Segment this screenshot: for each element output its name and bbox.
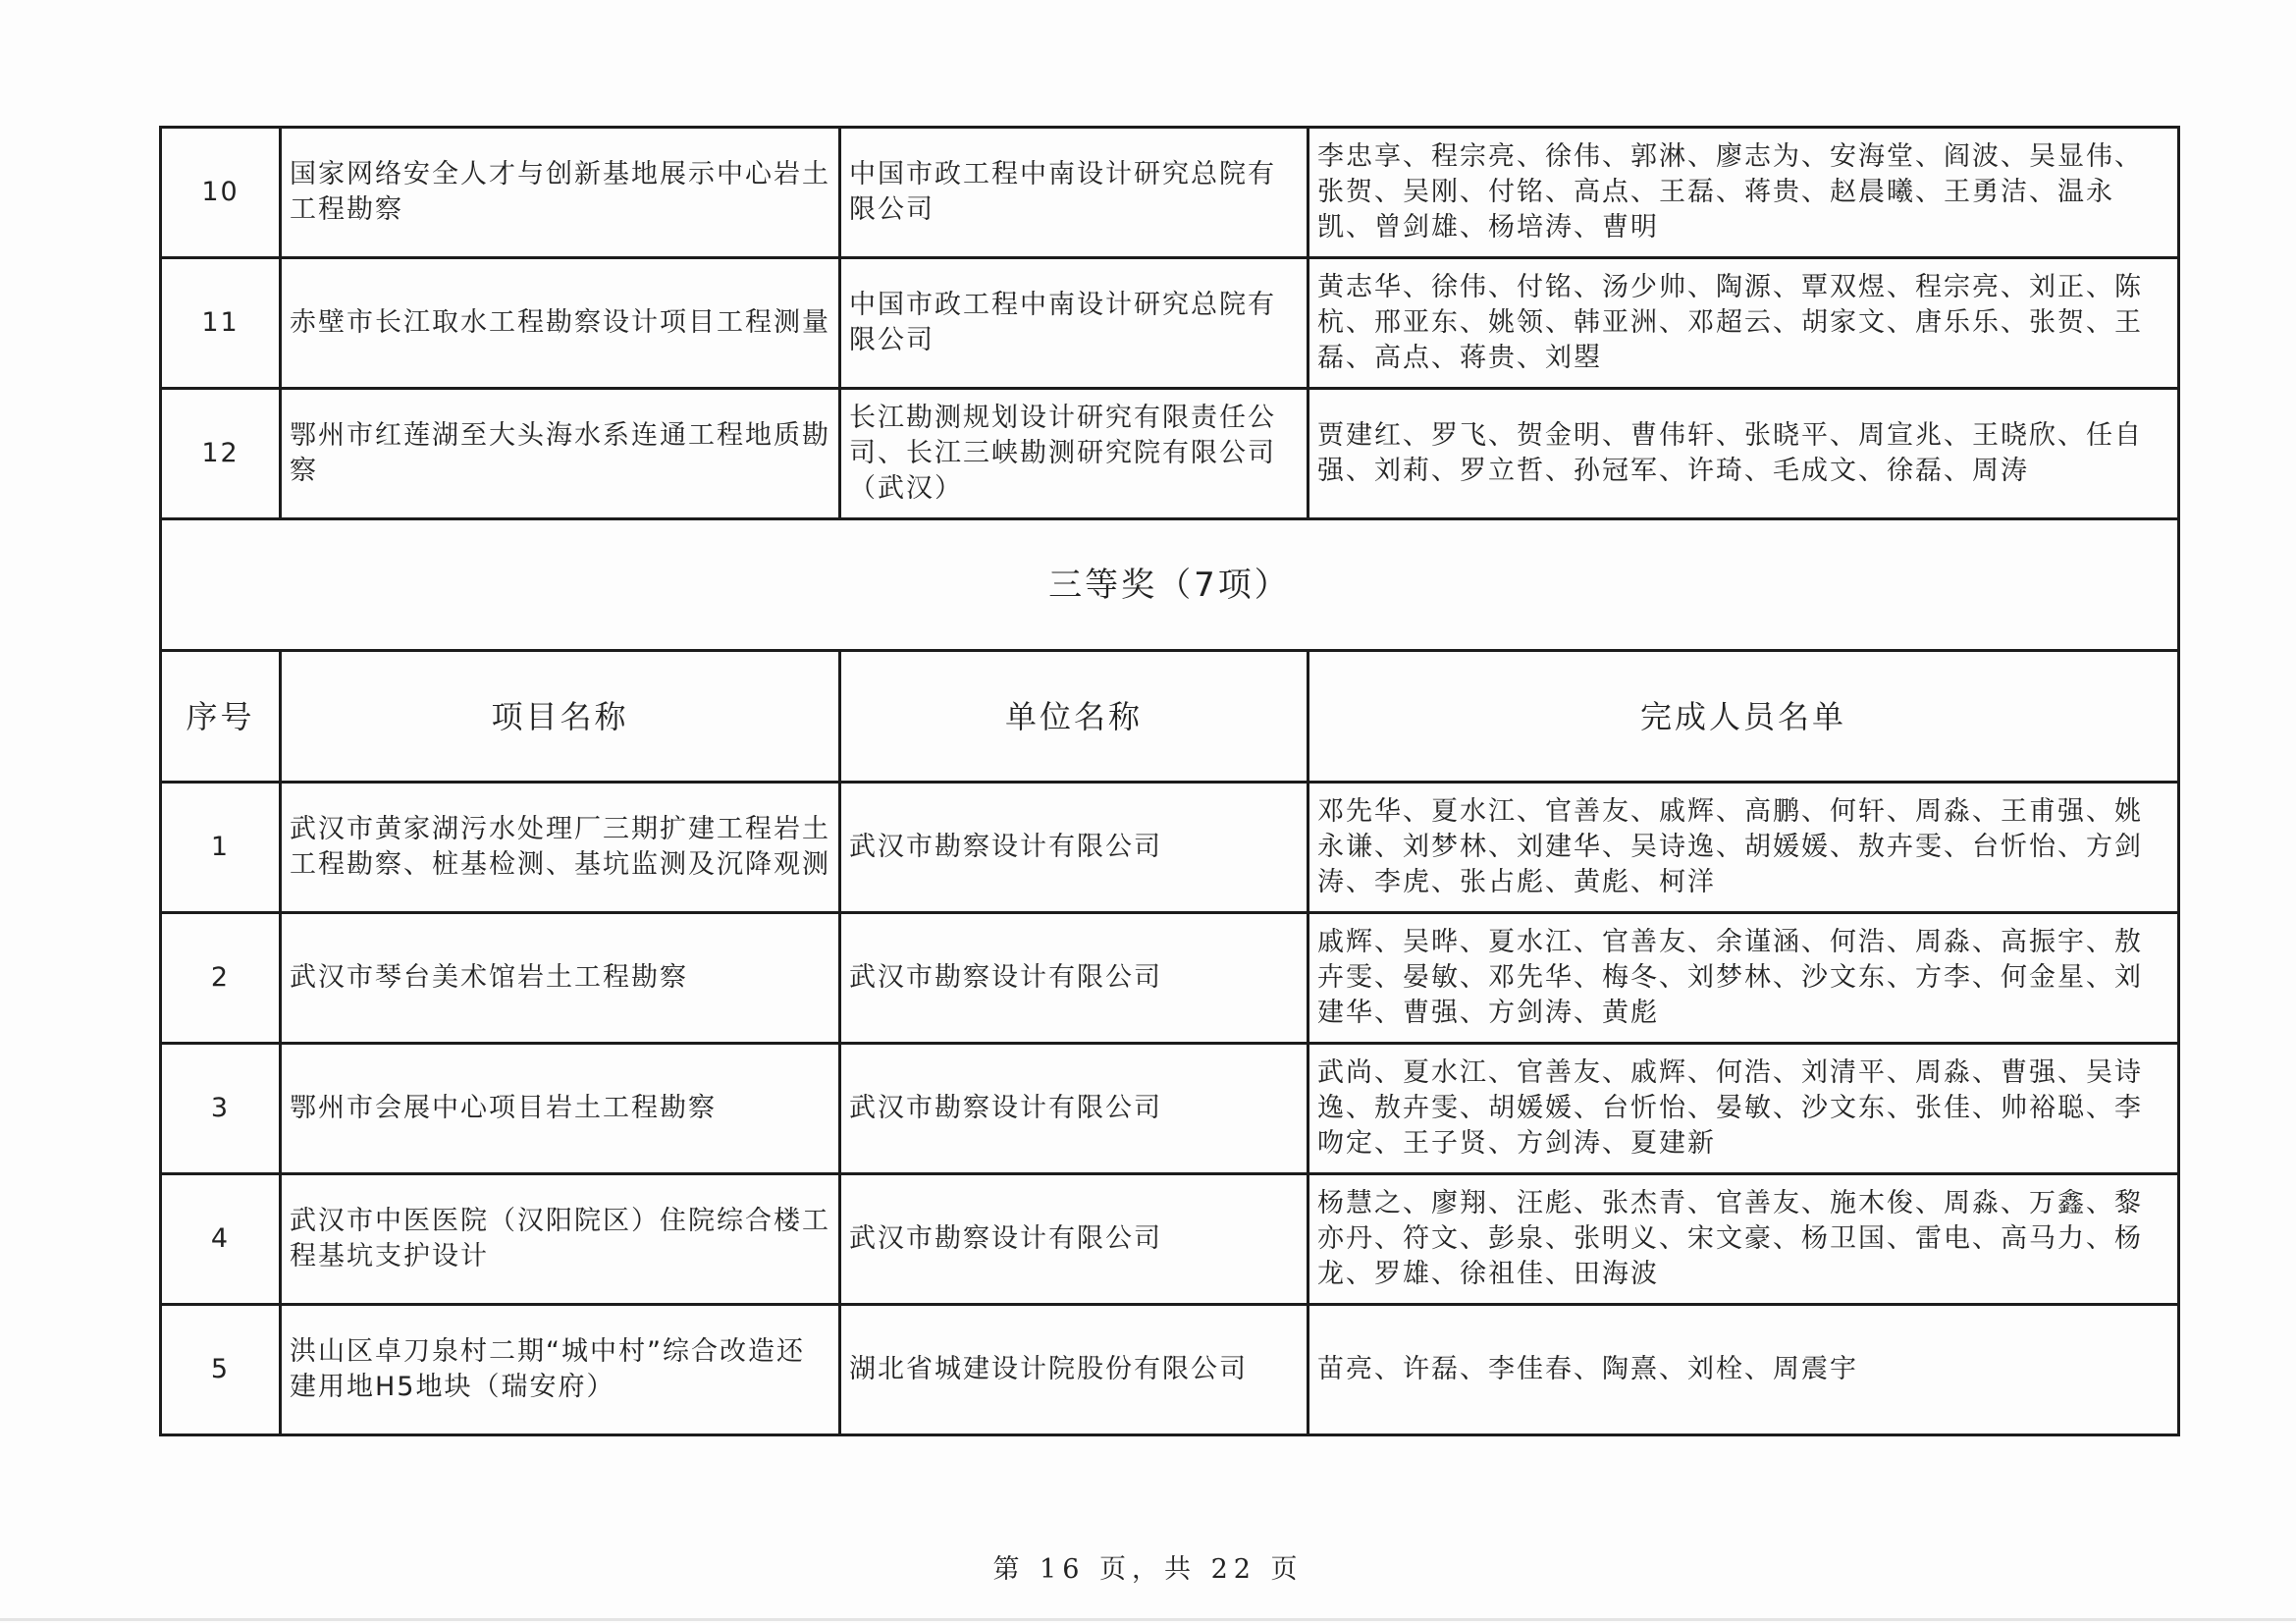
row-index: 4 xyxy=(161,1174,281,1305)
table-row xyxy=(161,1044,2179,1174)
page-number: 第 16 页，共 22 页 xyxy=(992,1554,1304,1585)
row-index: 1 xyxy=(161,783,281,913)
project-name: 洪山区卓刀泉村二期“城中村”综合改造还建用地H5地块（瑞安府） xyxy=(281,1305,840,1435)
unit-name: 湖北省城建设计院股份有限公司 xyxy=(840,1305,1308,1435)
unit-name: 中国市政工程中南设计研究总院有限公司 xyxy=(840,128,1308,258)
project-name: 武汉市中医医院（汉阳院区）住院综合楼工程基坑支护设计 xyxy=(281,1174,840,1305)
table-row xyxy=(161,1305,2179,1435)
unit-name: 中国市政工程中南设计研究总院有限公司 xyxy=(840,258,1308,389)
header-people: 完成人员名单 xyxy=(1308,651,2179,783)
table-row xyxy=(161,913,2179,1044)
award-table xyxy=(159,126,2180,1436)
people-list: 贾建红、罗飞、贺金明、曹伟轩、张晓平、周宣兆、王晓欣、任自强、刘莉、罗立哲、孙冠军、许琦、毛成文、徐磊、周涛 xyxy=(1308,389,2179,519)
row-index: 12 xyxy=(161,389,281,519)
section-title-row xyxy=(161,519,2179,651)
header-index: 序号 xyxy=(161,651,281,783)
header-project: 项目名称 xyxy=(281,651,840,783)
table-row xyxy=(161,783,2179,913)
people-list: 苗亮、许磊、李佳春、陶熹、刘栓、周震宇 xyxy=(1308,1305,2179,1435)
people-list: 杨慧之、廖翔、汪彪、张杰青、官善友、施木俊、周淼、万鑫、黎亦丹、符文、彭泉、张明义、宋文豪、杨卫国、雷电、高马力、杨龙、罗雄、徐祖佳、田海波 xyxy=(1308,1174,2179,1305)
unit-name: 长江勘测规划设计研究有限责任公司、长江三峡勘测研究院有限公司（武汉） xyxy=(840,389,1308,519)
row-index: 5 xyxy=(161,1305,281,1435)
people-list: 武尚、夏水江、官善友、戚辉、何浩、刘清平、周淼、曹强、吴诗逸、敖卉雯、胡媛媛、台忻怡、晏敏、沙文东、张佳、帅裕聪、李吻定、王子贤、方剑涛、夏建新 xyxy=(1308,1044,2179,1174)
project-name: 鄂州市红莲湖至大头海水系连通工程地质勘察 xyxy=(281,389,840,519)
project-name: 鄂州市会展中心项目岩土工程勘察 xyxy=(281,1044,840,1174)
unit-name: 武汉市勘察设计有限公司 xyxy=(840,913,1308,1044)
people-list: 邓先华、夏水江、官善友、戚辉、高鹏、何轩、周淼、王甫强、姚永谦、刘梦林、刘建华、吴诗逸、胡媛媛、敖卉雯、台忻怡、方剑涛、李虎、张占彪、黄彪、柯洋 xyxy=(1308,783,2179,913)
project-name: 国家网络安全人才与创新基地展示中心岩土工程勘察 xyxy=(281,128,840,258)
table-row xyxy=(161,389,2179,519)
people-list: 黄志华、徐伟、付铭、汤少帅、陶源、覃双煜、程宗亮、刘正、陈杭、邢亚东、姚领、韩亚洲、邓超云、胡家文、唐乐乐、张贺、王磊、高点、蒋贵、刘曌 xyxy=(1308,258,2179,389)
row-index: 10 xyxy=(161,128,281,258)
column-header-row xyxy=(161,651,2179,783)
row-index: 3 xyxy=(161,1044,281,1174)
header-unit: 单位名称 xyxy=(840,651,1308,783)
row-index: 2 xyxy=(161,913,281,1044)
people-list: 戚辉、吴晔、夏水江、官善友、余谨涵、何浩、周淼、高振宇、敖卉雯、晏敏、邓先华、梅冬、刘梦林、沙文东、方李、何金星、刘建华、曹强、方剑涛、黄彪 xyxy=(1308,913,2179,1044)
table-row xyxy=(161,1174,2179,1305)
unit-name: 武汉市勘察设计有限公司 xyxy=(840,783,1308,913)
section-title: 三等奖（7项） xyxy=(161,519,2179,651)
people-list: 李忠享、程宗亮、徐伟、郭淋、廖志为、安海堂、阎波、吴显伟、张贺、吴刚、付铭、高点、王磊、蒋贵、赵晨曦、王勇洁、温永凯、曾剑雄、杨培涛、曹明 xyxy=(1308,128,2179,258)
unit-name: 武汉市勘察设计有限公司 xyxy=(840,1044,1308,1174)
scan-edge-divider xyxy=(0,1618,2296,1621)
project-name: 武汉市琴台美术馆岩土工程勘察 xyxy=(281,913,840,1044)
unit-name: 武汉市勘察设计有限公司 xyxy=(840,1174,1308,1305)
table-row xyxy=(161,258,2179,389)
project-name: 赤壁市长江取水工程勘察设计项目工程测量 xyxy=(281,258,840,389)
table-row xyxy=(161,128,2179,258)
project-name: 武汉市黄家湖污水处理厂三期扩建工程岩土工程勘察、桩基检测、基坑监测及沉降观测 xyxy=(281,783,840,913)
row-index: 11 xyxy=(161,258,281,389)
